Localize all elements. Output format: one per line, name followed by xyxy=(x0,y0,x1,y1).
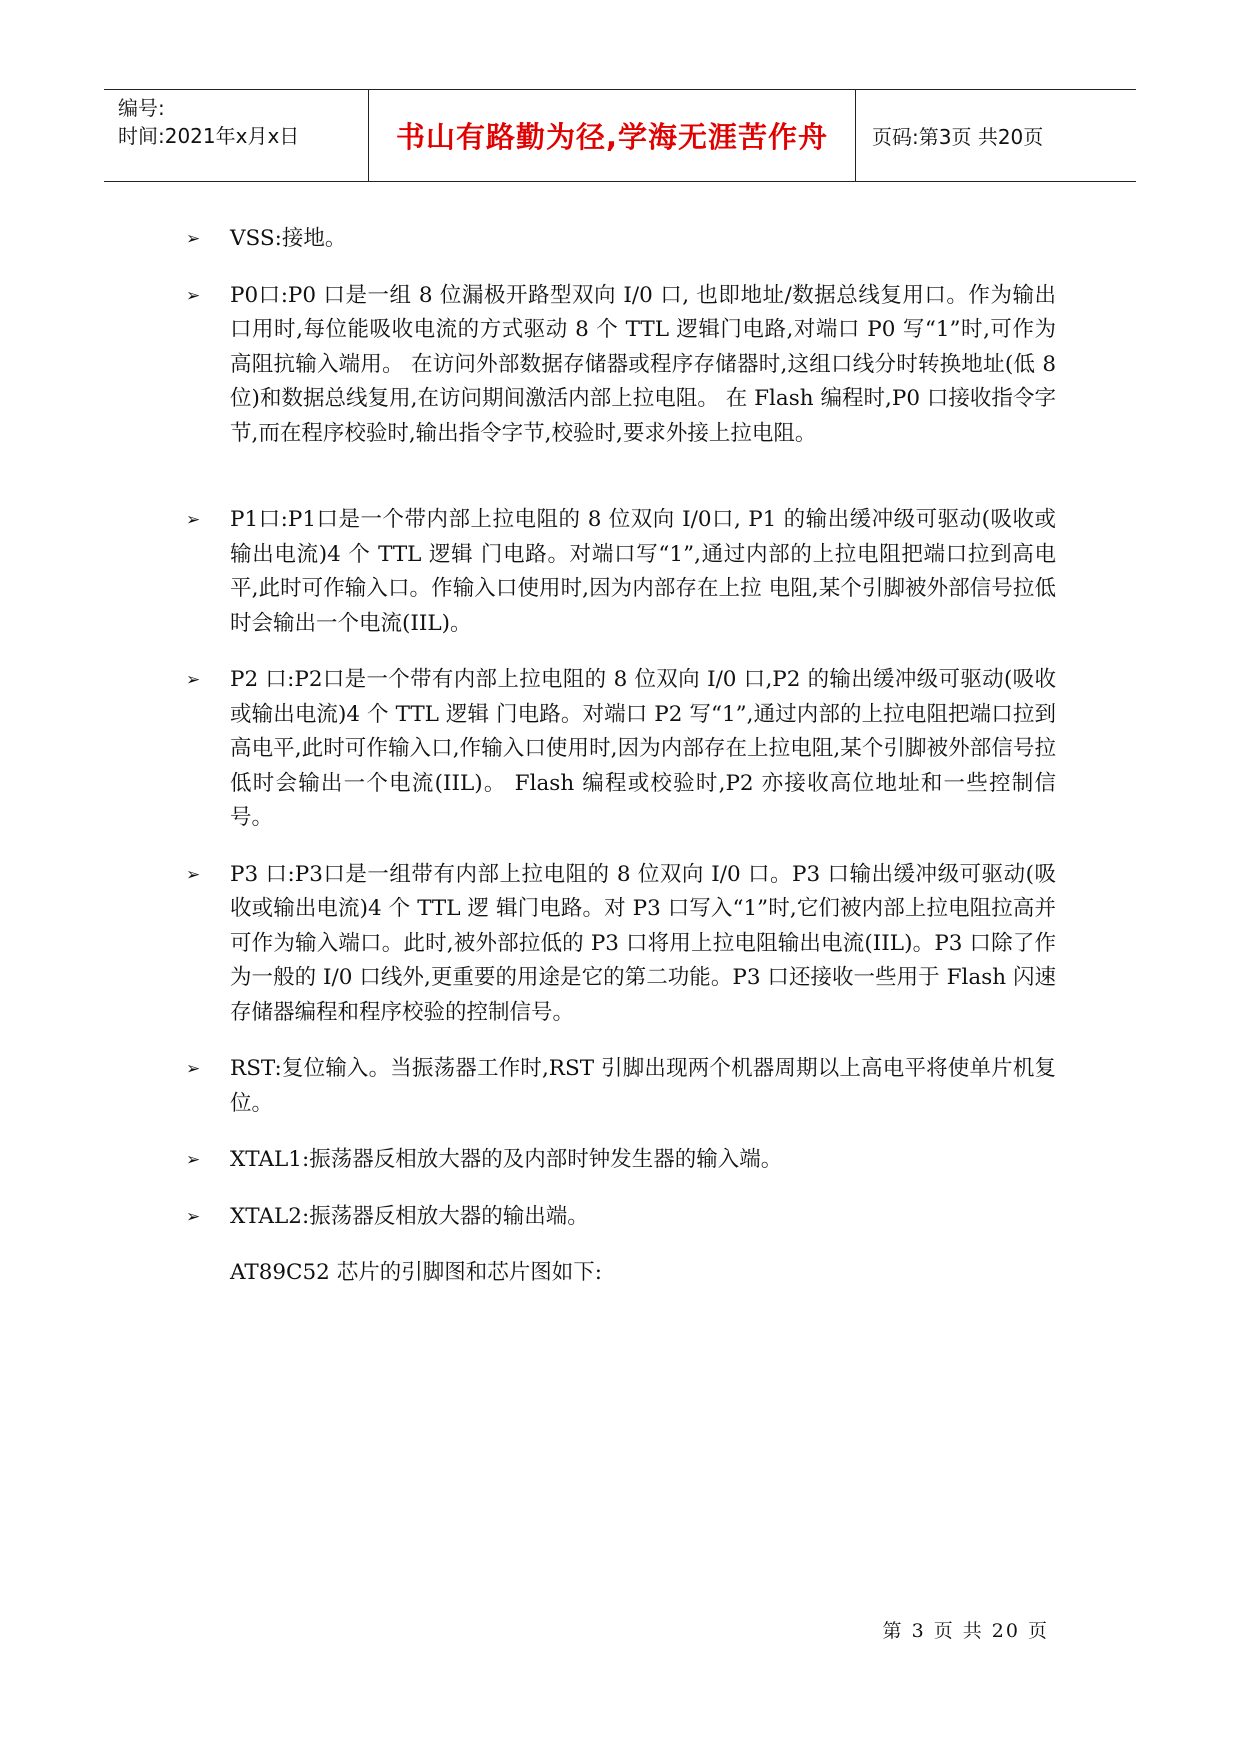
header-motto: 书山有路勤为径,学海无涯苦作舟 xyxy=(368,90,856,181)
header-meta xyxy=(104,90,368,181)
list-item-text: VSS:接地。 xyxy=(230,226,347,251)
list-item-text: P0口:P0 口是一组 8 位漏极开路型双向 I/0 口, 也即地址/数据总线复用口。作为输出口用时,每位能吸收电流的方式驱动 8 个 TTL 逻辑门电路,对端口 P0 写“1”时,可作为高阻抗输入端用。 在访问外部数据存储器或程序存储器时,这组口线分时转换地址(低 8 位)和数据总线复用,在访问期间激活内部上拉电阻。 在 Flash 编程时,P0 口接收指令字节,而在程序校验时,输出指令字节,校验时,要求外接上拉电阻。 xyxy=(230,282,1056,446)
bullet-arrow-icon: ➢ xyxy=(186,864,201,885)
bullet-arrow-icon: ➢ xyxy=(186,510,201,530)
list-item-text: XTAL2:振荡器反相放大器的输出端。 xyxy=(230,1203,589,1229)
closing-paragraph: AT89C52 芯片的引脚图和芯片图如下: xyxy=(230,1260,602,1285)
list-item-p0 xyxy=(186,279,1056,452)
document-header xyxy=(104,89,1136,182)
page-footer: 第 3 页 共 20 页 xyxy=(882,1620,1049,1642)
list-item-xtal2 xyxy=(186,1200,1056,1235)
list-item-p1 xyxy=(186,503,1056,641)
header-page-info: 页码:第3页 共20页 xyxy=(872,125,1044,149)
list-item-text: P3 口:P3口是一组带有内部上拉电阻的 8 位双向 I/0 口。P3 口输出缓冲级可驱动(吸收或输出电流)4 个 TTL 逻 辑门电路。对 P3 口写入“1”时,它们被内部上拉电阻拉高并可作为输入端口。此时,被外部拉低的 P3 口将用上拉电阻输出电流(IIL)。P3 口除了作为一般的 I/0 口线外,更重要的用途是它的第二功能。P3 口还接收一些用于 Flash 闪速存储器编程和程序校验的控制信号。 xyxy=(230,861,1056,1025)
list-item-xtal1 xyxy=(186,1143,1056,1178)
time-label: 时间:2021年x月x日 xyxy=(118,124,300,148)
document-body xyxy=(186,222,1056,1291)
list-item-text: P2 口:P2口是一个带有内部上拉电阻的 8 位双向 I/0 口,P2 的输出缓冲级可驱动(吸收或输出电流)4 个 TTL 逻辑 门电路。对端口 P2 写“1”,通过内部的上拉电阻把端口拉到高电平,此时可作输入口,作输入口使用时,因为内部存在上拉电阻,某个引脚被外部信号拉低时会输出一个电流(IIL)。 Flash 编程或校验时,P2 亦接收高位地址和一些控制信号。 xyxy=(230,667,1056,830)
list-item-rst xyxy=(186,1052,1056,1121)
bullet-arrow-icon: ➢ xyxy=(186,1150,201,1170)
list-item-p3 xyxy=(186,858,1056,1031)
number-label: 编号: xyxy=(118,96,165,120)
bullet-arrow-icon: ➢ xyxy=(186,229,201,249)
list-item-text: P1口:P1口是一个带内部上拉电阻的 8 位双向 I/0口, P1 的输出缓冲级可驱动(吸收或输出电流)4 个 TTL 逻辑 门电路。对端口写“1”,通过内部的上拉电阻把端口拉到高电平,此时可作输入口。作输入口使用时,因为内部存在上拉 电阻,某个引脚被外部信号拉低时会输出一个电流(IIL)。 xyxy=(230,507,1056,636)
bullet-arrow-icon: ➢ xyxy=(186,285,201,306)
list-item-text: XTAL1:振荡器反相放大器的及内部时钟发生器的输入端。 xyxy=(230,1147,783,1172)
bullet-arrow-icon: ➢ xyxy=(186,1206,201,1227)
bullet-arrow-icon: ➢ xyxy=(186,1059,201,1079)
list-item-p2 xyxy=(186,663,1056,836)
list-item-vss xyxy=(186,222,1056,257)
list-item-text: RST:复位输入。当振荡器工作时,RST 引脚出现两个机器周期以上高电平将使单片机复位。 xyxy=(230,1056,1056,1116)
bullet-arrow-icon: ➢ xyxy=(186,670,201,690)
